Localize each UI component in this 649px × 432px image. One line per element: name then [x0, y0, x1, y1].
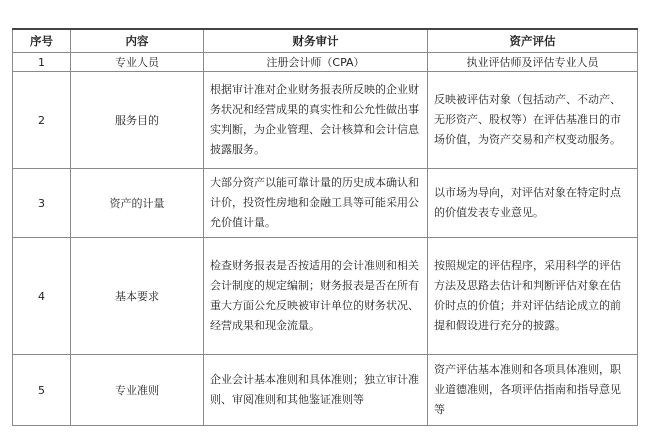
- table-header-row: [13, 29, 638, 53]
- comparison-table: [12, 28, 638, 426]
- valuation-cell: 执业评估师及评估专业人员: [428, 53, 638, 72]
- row-number: 5: [13, 355, 71, 426]
- audit-cell: 注册会计师（CPA）: [204, 53, 428, 72]
- row-item: 资产的计量: [71, 169, 204, 238]
- table-row: [13, 169, 638, 238]
- table-row: [13, 238, 638, 355]
- row-number: 2: [13, 72, 71, 169]
- row-number: 1: [13, 53, 71, 72]
- audit-cell: 大部分资产以能可靠计量的历史成本确认和计价，投资性房地和金融工具等可能采用公允价值计量。: [204, 169, 428, 238]
- table-row: [13, 53, 638, 72]
- valuation-cell: 以市场为导向，对评估对象在特定时点的价值发表专业意见。: [428, 169, 638, 238]
- header-num: 序号: [13, 29, 71, 53]
- row-item: 基本要求: [71, 238, 204, 355]
- row-item: 服务目的: [71, 72, 204, 169]
- audit-cell: 根据审计准对企业财务报表所反映的企业财务状况和经营成果的真实性和公允性做出事实判断，为企业管理、会计核算和会计信息披露服务。: [204, 72, 428, 169]
- header-content: 内容: [71, 29, 204, 53]
- audit-cell: 企业会计基本准则和具体准则；独立审计准则、审阅准则和其他鉴证准则等: [204, 355, 428, 426]
- header-audit: 财务审计: [204, 29, 428, 53]
- header-valuation: 资产评估: [428, 29, 638, 53]
- valuation-cell: 按照规定的评估程序，采用科学的评估方法及思路去估计和判断评估对象在估价时点的价值；并对评估结论成立的前提和假设进行充分的披露。: [428, 238, 638, 355]
- valuation-cell: 反映被评估对象（包括动产、不动产、无形资产、股权等）在评估基准日的市场价值，为资产交易和产权变动服务。: [428, 72, 638, 169]
- row-item: 专业准则: [71, 355, 204, 426]
- row-number: 4: [13, 238, 71, 355]
- valuation-cell: 资产评估基本准则和各项具体准则，职业道德准则，各项评估指南和指导意见等: [428, 355, 638, 426]
- row-number: 3: [13, 169, 71, 238]
- table-row: [13, 355, 638, 426]
- row-item: 专业人员: [71, 53, 204, 72]
- audit-cell: 检查财务报表是否按适用的会计准则和相关会计制度的规定编制；财务报表是否在所有重大方面公允反映被审计单位的财务状况、经营成果和现金流量。: [204, 238, 428, 355]
- table-row: [13, 72, 638, 169]
